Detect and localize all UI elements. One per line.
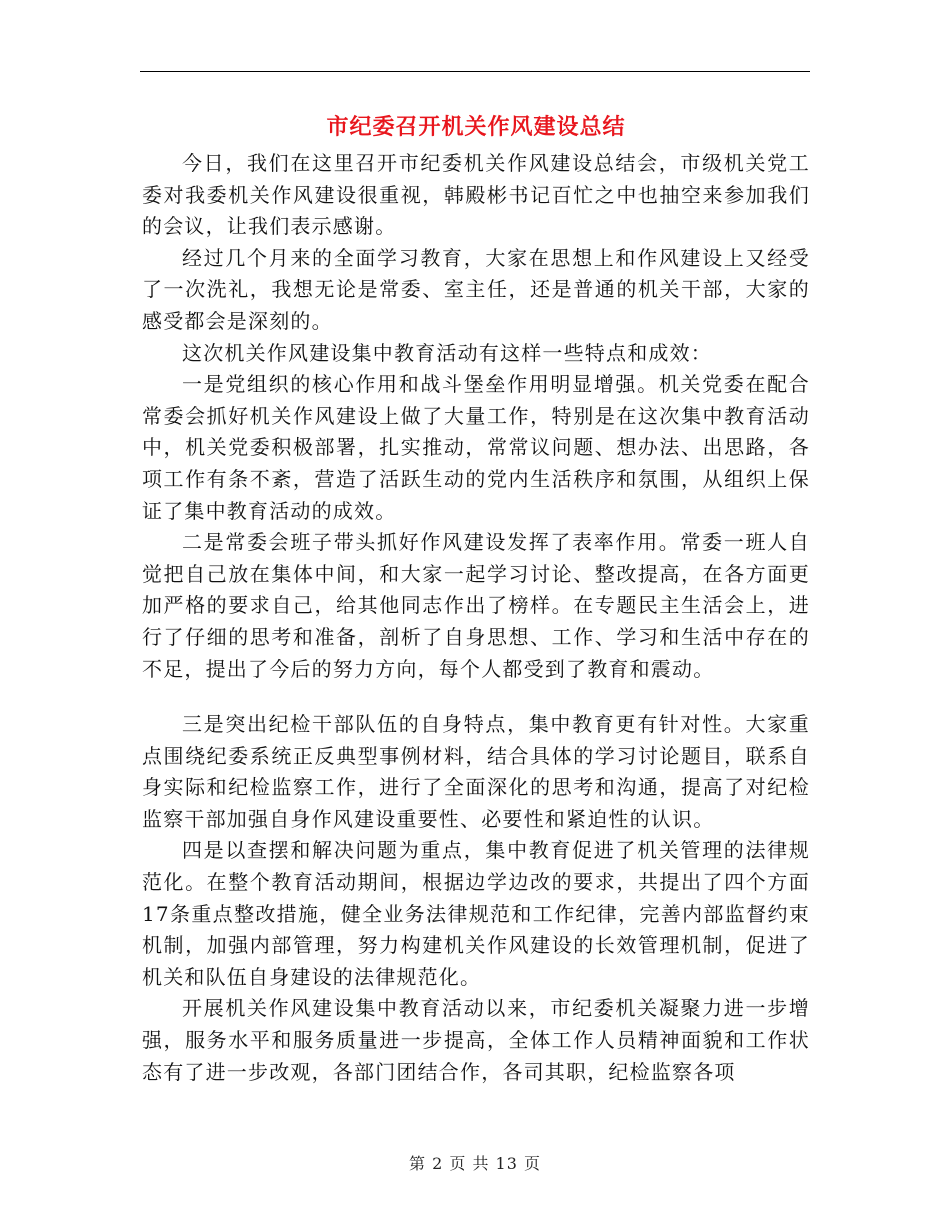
page-number-footer: 第 2 页 共 13 页	[409, 1154, 541, 1173]
paragraph-5: 二是常委会班子带头抓好作风建设发挥了表率作用。常委一班人自觉把自己放在集体中间，和大家一起学习讨论、整改提高，在各方面更加严格的要求自己，给其他同志作出了榜样。在专题民主生活会上，进行了仔细的思考和准备，剖析了自身思想、工作、学习和生活中存在的不足，提出了今后的努力方向，每个人都受到了教育和震动。	[142, 530, 810, 681]
paragraph-8: 开展机关作风建设集中教育活动以来，市纪委机关凝聚力进一步增强，服务水平和服务质量进一步提高，全体工作人员精神面貌和工作状态有了进一步改观，各部门团结合作，各司其职，纪检监察各项	[142, 996, 810, 1084]
header-rule	[140, 71, 810, 72]
document-body	[142, 108, 810, 1088]
paragraph-2: 经过几个月来的全面学习教育，大家在思想上和作风建设上又经受了一次洗礼，我想无论是常委、室主任，还是普通的机关干部，大家的感受都会是深刻的。	[142, 245, 810, 333]
document-title: 市纪委召开机关作风建设总结	[326, 114, 626, 140]
paragraph-3: 这次机关作风建设集中教育活动有这样一些特点和成效：	[182, 340, 712, 365]
paragraph-4: 一是党组织的核心作用和战斗堡垒作用明显增强。机关党委在配合常委会抓好机关作风建设上做了大量工作，特别是在这次集中教育活动中，机关党委积极部署，扎实推动，常常议问题、想办法、出思路，各项工作有条不紊，营造了活跃生动的党内生活秩序和氛围，从组织上保证了集中教育活动的成效。	[142, 372, 810, 523]
paragraph-6: 三是突出纪检干部队伍的自身特点，集中教育更有针对性。大家重点围绕纪委系统正反典型事例材料，结合具体的学习讨论题目，联系自身实际和纪检监察工作，进行了全面深化的思考和沟通，提高了对纪检监察干部加强自身作风建设重要性、必要性和紧迫性的认识。	[142, 712, 810, 831]
paragraph-7: 四是以查摆和解决问题为重点，集中教育促进了机关管理的法律规范化。在整个教育活动期间，根据边学边改的要求，共提出了四个方面17条重点整改措施，健全业务法律规范和工作纪律，完善内部监督约束机制，加强内部管理，努力构建机关作风建设的长效管理机制，促进了机关和队伍自身建设的法律规范化。	[142, 838, 810, 989]
paragraph-1: 今日，我们在这里召开市纪委机关作风建设总结会，市级机关党工委对我委机关作风建设很重视，韩殿彬书记百忙之中也抽空来参加我们的会议，让我们表示感谢。	[142, 151, 810, 239]
